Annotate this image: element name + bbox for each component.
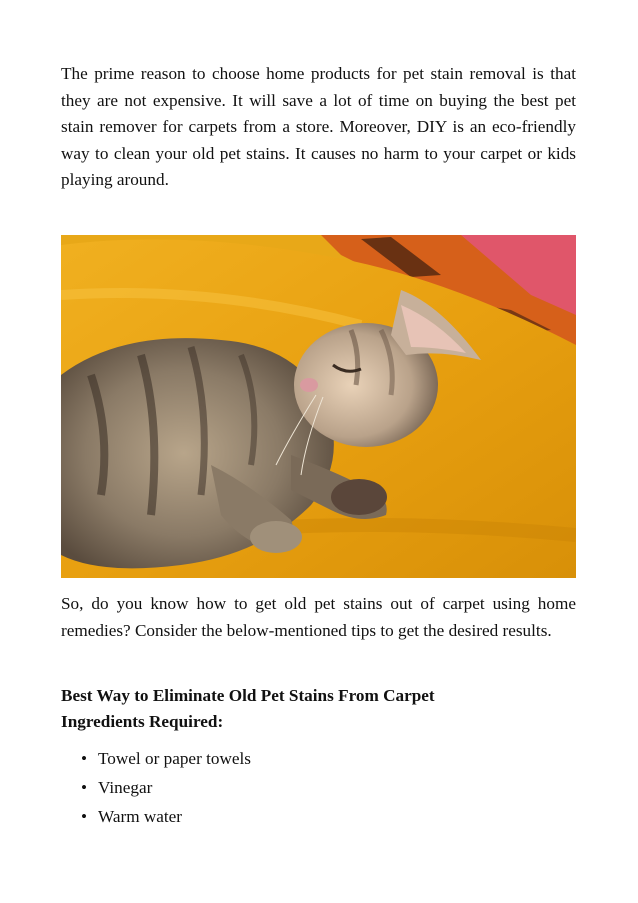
bullet-icon: •: [81, 807, 88, 826]
method-heading: Best Way to Eliminate Old Pet Stains From Carpet: [61, 686, 435, 705]
bullet-icon: •: [81, 778, 88, 797]
list-item: [61, 802, 251, 831]
ingredients-list: [61, 744, 251, 831]
intro-paragraph: The prime reason to choose home products for pet stain removal is that they are not expensive. It will save a lot of time on buying the best pet stain remover for carpets from a store. Moreover, DIY is an eco-friendly way to clean your old pet stains. It causes no harm to your carpet or kids playing around.: [61, 64, 576, 189]
bullet-icon: •: [81, 749, 88, 768]
question-paragraph: So, do you know how to get old pet stains out of carpet using home remedies? Consider the below-mentioned tips to get the desired results.: [61, 594, 576, 640]
list-item-text: Warm water: [98, 807, 183, 826]
list-item: [61, 773, 251, 802]
list-item: [61, 744, 251, 773]
sleeping-kitten-photo: [61, 235, 576, 578]
list-item-text: Towel or paper towels: [98, 749, 251, 768]
list-item-text: Vinegar: [98, 778, 153, 797]
ingredients-heading: Ingredients Required:: [61, 712, 224, 731]
